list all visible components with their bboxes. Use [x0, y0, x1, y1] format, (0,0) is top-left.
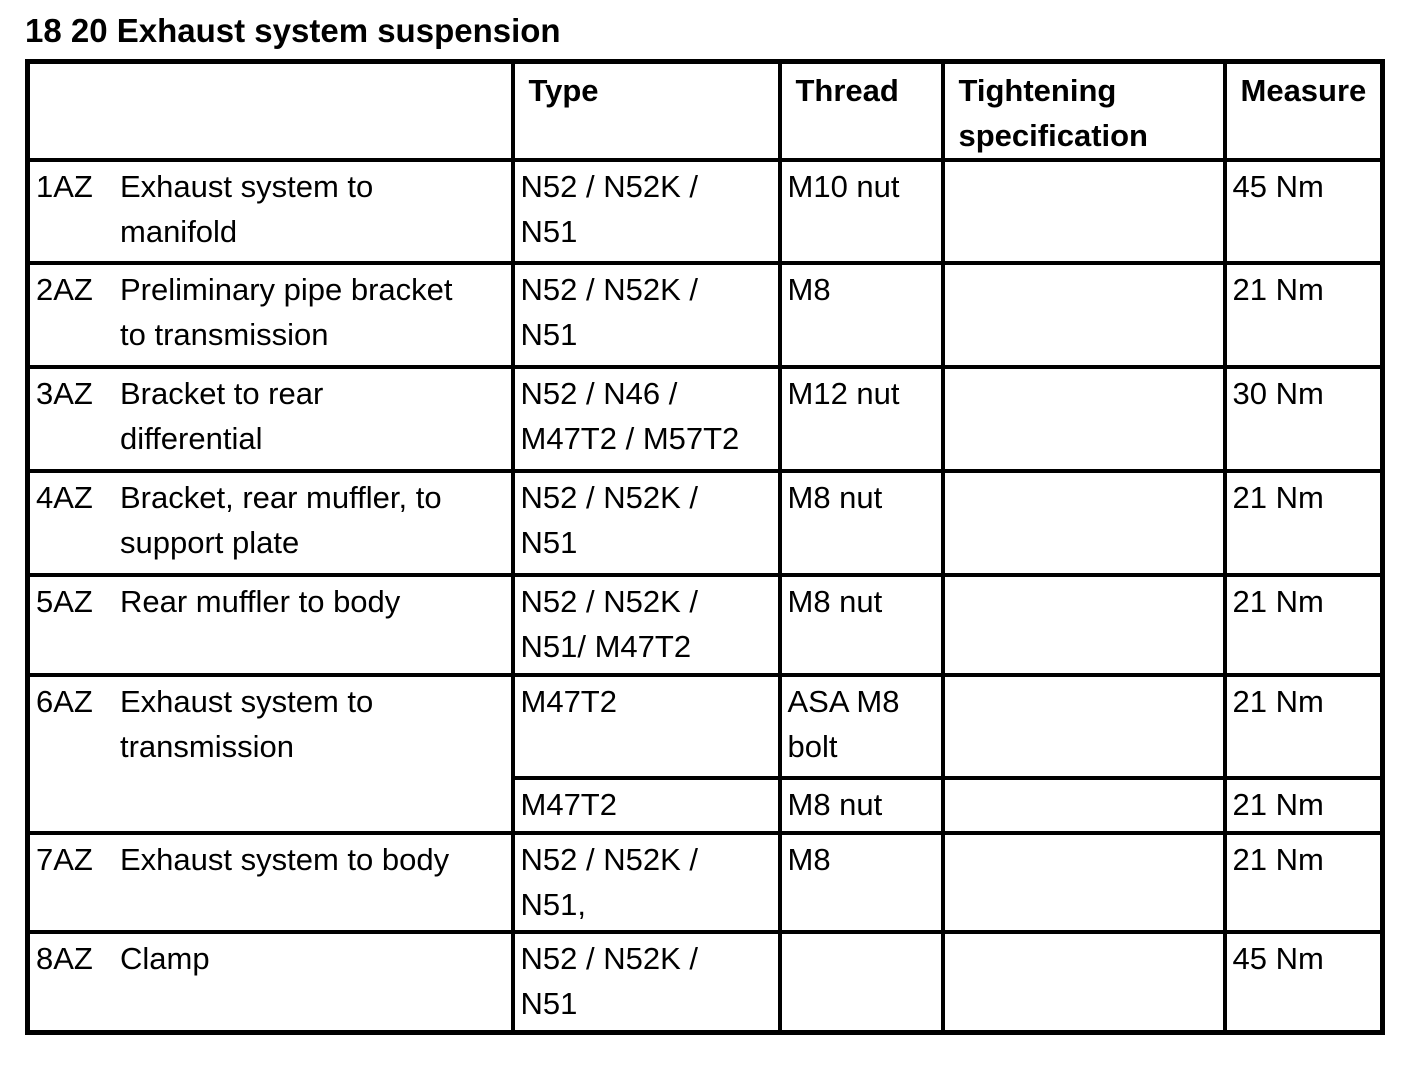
cell-thread — [780, 471, 943, 575]
cell-line: support plate — [120, 525, 300, 560]
cell-tightening-specification — [943, 778, 1225, 833]
header-cell-item — [28, 62, 513, 161]
cell-description — [28, 932, 513, 1032]
cell-measure — [1225, 575, 1383, 675]
cell-thread — [780, 575, 943, 675]
cell-line: Preliminary pipe bracket — [120, 272, 453, 307]
header-cell-thread: Thread — [780, 62, 943, 161]
cell-line: 21 Nm — [1232, 842, 1324, 877]
description-lines — [120, 164, 507, 254]
cell-type — [513, 932, 780, 1032]
table-header — [28, 62, 1383, 161]
cell-line: Clamp — [120, 941, 210, 976]
cell-measure — [1225, 932, 1383, 1032]
page-title: 18 20 Exhaust system suspension — [25, 12, 561, 49]
cell-line: to transmission — [120, 317, 329, 352]
table-row — [28, 833, 1383, 932]
cell-type — [513, 263, 780, 367]
table-row — [28, 932, 1383, 1032]
cell-line: Rear muffler to body — [120, 584, 401, 619]
row-id: 4AZ — [36, 480, 93, 515]
row-id: 2AZ — [36, 272, 93, 307]
description-wrap — [36, 679, 507, 769]
cell-thread — [780, 778, 943, 833]
description-wrap — [36, 164, 507, 254]
cell-line: N52 / N52K / — [520, 480, 698, 515]
cell-line: N52 / N52K / — [520, 272, 698, 307]
table-row — [28, 263, 1383, 367]
cell-line: 21 Nm — [1232, 272, 1324, 307]
cell-line: bolt — [787, 729, 838, 764]
cell-line: transmission — [120, 729, 294, 764]
cell-description — [28, 575, 513, 675]
description-wrap — [36, 267, 507, 357]
cell-tightening-specification — [943, 833, 1225, 932]
cell-line: M47T2 / M57T2 — [520, 421, 740, 456]
cell-line: 21 Nm — [1232, 584, 1324, 619]
cell-measure — [1225, 160, 1383, 263]
cell-line: Exhaust system to — [120, 169, 374, 204]
row-id: 1AZ — [36, 169, 93, 204]
cell-measure — [1225, 367, 1383, 471]
cell-line: M10 nut — [787, 169, 900, 204]
cell-line: M47T2 — [520, 787, 617, 822]
description-lines — [120, 475, 507, 565]
table-row — [28, 471, 1383, 575]
cell-type — [513, 160, 780, 263]
cell-type — [513, 833, 780, 932]
cell-measure — [1225, 471, 1383, 575]
cell-line: M8 — [787, 272, 831, 307]
cell-line: 45 Nm — [1232, 941, 1324, 976]
cell-thread — [780, 932, 943, 1032]
cell-line: 45 Nm — [1232, 169, 1324, 204]
cell-line: N52 / N52K / — [520, 169, 698, 204]
description-lines — [120, 936, 507, 981]
description-wrap — [36, 837, 507, 882]
header-cell-tightening-specification: Tightening specification — [943, 62, 1225, 161]
cell-line: manifold — [120, 214, 238, 249]
cell-thread — [780, 367, 943, 471]
cell-measure — [1225, 778, 1383, 833]
cell-description — [28, 471, 513, 575]
table-row — [28, 575, 1383, 675]
description-wrap — [36, 371, 507, 461]
cell-type — [513, 675, 780, 778]
cell-line: N51, — [520, 887, 586, 922]
cell-thread — [780, 675, 943, 778]
row-id: 5AZ — [36, 584, 93, 619]
cell-type — [513, 471, 780, 575]
cell-description — [28, 160, 513, 263]
cell-line: 21 Nm — [1232, 787, 1324, 822]
description-lines — [120, 837, 507, 882]
cell-line: M8 nut — [787, 584, 883, 619]
header-row — [28, 62, 1383, 161]
cell-thread — [780, 263, 943, 367]
cell-line: 21 Nm — [1232, 684, 1324, 719]
cell-line: Exhaust system to — [120, 684, 374, 719]
cell-tightening-specification — [943, 575, 1225, 675]
cell-tightening-specification — [943, 932, 1225, 1032]
table-row — [28, 367, 1383, 471]
cell-tightening-specification — [943, 367, 1225, 471]
cell-line: N51 — [520, 525, 578, 560]
cell-line: N52 / N52K / — [520, 842, 698, 877]
header-cell-measure: Measure — [1225, 62, 1383, 161]
table-row — [28, 160, 1383, 263]
cell-line: Bracket to rear — [120, 376, 324, 411]
cell-line: N51 — [520, 317, 578, 352]
cell-line: differential — [120, 421, 263, 456]
torque-spec-table — [25, 59, 1385, 1035]
description-lines — [120, 579, 507, 624]
cell-line: M12 nut — [787, 376, 900, 411]
description-lines — [120, 679, 507, 769]
cell-tightening-specification — [943, 471, 1225, 575]
cell-line: N51/ M47T2 — [520, 629, 692, 664]
cell-measure — [1225, 675, 1383, 778]
cell-line: M8 nut — [787, 787, 883, 822]
header-cell-type: Type — [513, 62, 780, 161]
cell-line: M8 — [787, 842, 831, 877]
cell-type — [513, 778, 780, 833]
cell-line: M8 nut — [787, 480, 883, 515]
table-body — [28, 160, 1383, 1032]
description-lines — [120, 267, 507, 357]
cell-line: 30 Nm — [1232, 376, 1324, 411]
cell-tightening-specification — [943, 263, 1225, 367]
cell-type — [513, 575, 780, 675]
description-wrap — [36, 579, 507, 624]
cell-tightening-specification — [943, 160, 1225, 263]
description-wrap — [36, 475, 507, 565]
cell-line: Bracket, rear muffler, to — [120, 480, 442, 515]
cell-description — [28, 367, 513, 471]
row-id: 8AZ — [36, 941, 93, 976]
cell-tightening-specification — [943, 675, 1225, 778]
cell-line: N51 — [520, 986, 578, 1021]
row-id: 7AZ — [36, 842, 93, 877]
cell-thread — [780, 833, 943, 932]
cell-line: N52 / N46 / — [520, 376, 678, 411]
cell-thread — [780, 160, 943, 263]
cell-type — [513, 367, 780, 471]
table-row — [28, 675, 1383, 778]
cell-line: N51 — [520, 214, 578, 249]
cell-description — [28, 833, 513, 932]
cell-line: N52 / N52K / — [520, 941, 698, 976]
cell-line: M47T2 — [520, 684, 617, 719]
cell-description — [28, 263, 513, 367]
description-lines — [120, 371, 507, 461]
row-id: 3AZ — [36, 376, 93, 411]
cell-measure — [1225, 263, 1383, 367]
cell-measure — [1225, 833, 1383, 932]
cell-line: Exhaust system to body — [120, 842, 450, 877]
cell-line: 21 Nm — [1232, 480, 1324, 515]
description-wrap — [36, 936, 507, 981]
cell-line: N52 / N52K / — [520, 584, 698, 619]
cell-line: ASA M8 — [787, 684, 900, 719]
cell-description — [28, 675, 513, 833]
document-page — [0, 12, 1408, 1035]
row-id: 6AZ — [36, 684, 93, 719]
